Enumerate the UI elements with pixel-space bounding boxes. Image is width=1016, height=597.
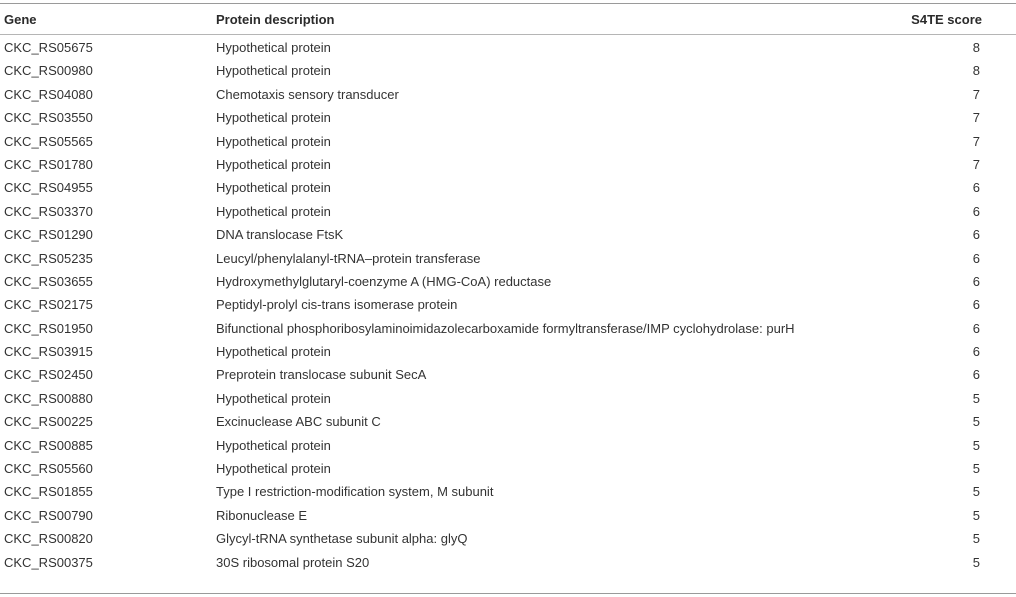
table-row bbox=[0, 293, 1016, 316]
table-header-row bbox=[0, 4, 1016, 34]
gene-cell: CKC_RS05565 bbox=[4, 133, 93, 149]
table-row bbox=[0, 36, 1016, 59]
table-row bbox=[0, 176, 1016, 199]
protein-description-cell: Glycyl-tRNA synthetase subunit alpha: glyQ bbox=[216, 531, 468, 547]
protein-description-cell: Bifunctional phosphoribosylaminoimidazolecarboxamide formyltransferase/IMP cyclohydrolase: purH bbox=[216, 320, 795, 336]
gene-cell: CKC_RS01290 bbox=[4, 227, 93, 243]
table-row bbox=[0, 527, 1016, 550]
s4te-score-cell: 6 bbox=[972, 227, 980, 243]
table-body bbox=[0, 36, 1016, 574]
gene-cell: CKC_RS00980 bbox=[4, 63, 93, 79]
table-row bbox=[0, 223, 1016, 246]
protein-description-cell: Hypothetical protein bbox=[216, 156, 331, 172]
s4te-score-cell: 6 bbox=[972, 320, 980, 336]
s4te-score-cell: 6 bbox=[972, 297, 980, 313]
s4te-score-cell: 7 bbox=[972, 110, 980, 126]
s4te-score-cell: 5 bbox=[972, 390, 980, 406]
s4te-score-cell: 6 bbox=[972, 367, 980, 383]
gene-cell: CKC_RS02175 bbox=[4, 297, 93, 313]
gene-cell: CKC_RS00820 bbox=[4, 531, 93, 547]
protein-description-cell: Type I restriction-modification system, M subunit bbox=[216, 484, 494, 500]
protein-description-cell: Peptidyl-prolyl cis-trans isomerase protein bbox=[216, 297, 458, 313]
table-row bbox=[0, 130, 1016, 153]
gene-cell: CKC_RS03550 bbox=[4, 110, 93, 126]
gene-cell: CKC_RS00885 bbox=[4, 437, 93, 453]
table-row bbox=[0, 480, 1016, 503]
header-s4te-score: S4TE score bbox=[911, 12, 982, 27]
protein-description-cell: DNA translocase FtsK bbox=[216, 227, 344, 243]
table-bottom-rule bbox=[0, 593, 1016, 594]
s4te-score-cell: 5 bbox=[972, 554, 980, 570]
protein-description-cell: Hypothetical protein bbox=[216, 133, 331, 149]
protein-description-cell: Hypothetical protein bbox=[216, 203, 331, 219]
protein-description-cell: Leucyl/phenylalanyl-tRNA–protein transferase bbox=[216, 250, 481, 266]
table-row bbox=[0, 387, 1016, 410]
table-row bbox=[0, 83, 1016, 106]
table-row bbox=[0, 247, 1016, 270]
protein-description-cell: Ribonuclease E bbox=[216, 507, 308, 523]
table-row bbox=[0, 317, 1016, 340]
gene-cell: CKC_RS04080 bbox=[4, 86, 93, 102]
gene-cell: CKC_RS02450 bbox=[4, 367, 93, 383]
table-row bbox=[0, 59, 1016, 82]
table-row bbox=[0, 410, 1016, 433]
gene-cell: CKC_RS04955 bbox=[4, 180, 93, 196]
table-row bbox=[0, 434, 1016, 457]
s4te-score-cell: 6 bbox=[972, 180, 980, 196]
protein-description-cell: Hypothetical protein bbox=[216, 63, 331, 79]
table-row bbox=[0, 153, 1016, 176]
table-row bbox=[0, 200, 1016, 223]
s4te-score-cell: 6 bbox=[972, 203, 980, 219]
gene-cell: CKC_RS05675 bbox=[4, 40, 93, 55]
s4te-score-cell: 7 bbox=[972, 86, 980, 102]
protein-description-cell: Hypothetical protein bbox=[216, 180, 331, 196]
table-row bbox=[0, 551, 1016, 574]
protein-description-cell: Chemotaxis sensory transducer bbox=[216, 86, 399, 102]
protein-description-cell: Hypothetical protein bbox=[216, 110, 331, 126]
s4te-score-cell: 7 bbox=[972, 156, 980, 172]
protein-description-cell: Hypothetical protein bbox=[216, 40, 331, 55]
protein-description-cell: Hypothetical protein bbox=[216, 461, 331, 477]
gene-cell: CKC_RS01855 bbox=[4, 484, 93, 500]
s4te-score-cell: 6 bbox=[972, 344, 980, 360]
protein-description-cell: 30S ribosomal protein S20 bbox=[216, 554, 370, 570]
gene-cell: CKC_RS05235 bbox=[4, 250, 93, 266]
table-row bbox=[0, 106, 1016, 129]
s4te-score-cell: 6 bbox=[972, 273, 980, 289]
s4te-score-cell: 7 bbox=[972, 133, 980, 149]
gene-cell: CKC_RS00790 bbox=[4, 507, 93, 523]
s4te-score-cell: 5 bbox=[972, 461, 980, 477]
table-row bbox=[0, 457, 1016, 480]
table-row bbox=[0, 504, 1016, 527]
gene-cell: CKC_RS00880 bbox=[4, 390, 93, 406]
table-row bbox=[0, 270, 1016, 293]
header-protein-description: Protein description bbox=[216, 12, 335, 27]
s4te-score-cell: 5 bbox=[972, 531, 980, 547]
gene-cell: CKC_RS01950 bbox=[4, 320, 93, 336]
table-header-rule bbox=[0, 34, 1016, 35]
gene-cell: CKC_RS03370 bbox=[4, 203, 93, 219]
protein-description-cell: Excinuclease ABC subunit C bbox=[216, 414, 381, 430]
s4te-score-cell: 8 bbox=[972, 40, 980, 55]
table-row bbox=[0, 363, 1016, 386]
gene-cell: CKC_RS03915 bbox=[4, 344, 93, 360]
s4te-score-cell: 5 bbox=[972, 484, 980, 500]
protein-description-cell: Preprotein translocase subunit SecA bbox=[216, 367, 427, 383]
s4te-score-cell: 6 bbox=[972, 250, 980, 266]
s4te-score-cell: 5 bbox=[972, 507, 980, 523]
gene-cell: CKC_RS05560 bbox=[4, 461, 93, 477]
protein-description-cell: Hypothetical protein bbox=[216, 437, 331, 453]
gene-cell: CKC_RS03655 bbox=[4, 273, 93, 289]
protein-description-cell: Hypothetical protein bbox=[216, 390, 331, 406]
gene-cell: CKC_RS01780 bbox=[4, 156, 93, 172]
header-gene: Gene bbox=[4, 12, 37, 27]
protein-description-cell: Hydroxymethylglutaryl-coenzyme A (HMG-CoA) reductase bbox=[216, 273, 552, 289]
s4te-score-cell: 8 bbox=[972, 63, 980, 79]
gene-cell: CKC_RS00225 bbox=[4, 414, 93, 430]
protein-description-cell: Hypothetical protein bbox=[216, 344, 331, 360]
s4te-score-cell: 5 bbox=[972, 437, 980, 453]
s4te-score-cell: 5 bbox=[972, 414, 980, 430]
table-row bbox=[0, 340, 1016, 363]
gene-cell: CKC_RS00375 bbox=[4, 554, 93, 570]
